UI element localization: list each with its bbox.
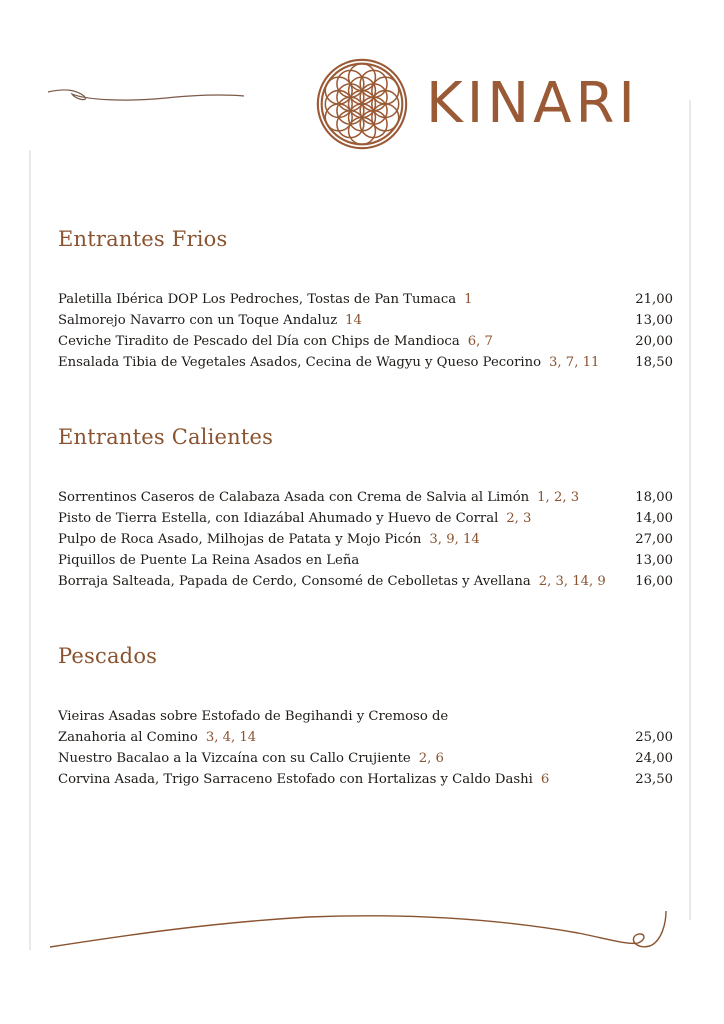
item-name: Borraja Salteada, Papada de Cerdo, Consomé de Cebolletas y Avellana	[58, 574, 531, 589]
menu-item	[58, 310, 673, 331]
section-pescados	[58, 644, 673, 790]
item-name: Pisto de Tierra Estella, con Idiazábal Ahumado y Huevo de Corral	[58, 511, 499, 526]
menu-item	[58, 706, 673, 748]
swash-decoration-top	[46, 82, 246, 112]
item-price: 21,00	[635, 292, 673, 307]
menu-item	[58, 550, 673, 571]
item-name: Corvina Asada, Trigo Sarraceno Estofado con Hortalizas y Caldo Dashi	[58, 772, 533, 787]
item-price: 27,00	[635, 532, 673, 547]
menu-item	[58, 769, 673, 790]
section-title: Pescados	[58, 644, 158, 668]
item-name-line-2: Zanahoria al Comino	[58, 730, 198, 745]
item-price: 25,00	[635, 730, 673, 745]
item-price: 24,00	[635, 751, 673, 766]
item-price: 23,50	[635, 772, 673, 787]
item-price: 14,00	[635, 511, 673, 526]
flower-of-life-icon	[314, 56, 410, 152]
menu-item	[58, 352, 673, 373]
item-price: 16,00	[635, 574, 673, 589]
item-name: Ensalada Tibia de Vegetales Asados, Cecina de Wagyu y Queso Pecorino	[58, 355, 542, 370]
swash-decoration-bottom	[48, 905, 673, 955]
item-allergens: 3, 4, 14	[205, 730, 257, 745]
item-allergens: 14	[345, 313, 362, 328]
menu-item	[58, 487, 673, 508]
item-price: 13,00	[635, 313, 673, 328]
menu-item	[58, 571, 673, 592]
menu-item	[58, 748, 673, 769]
item-price: 18,50	[635, 355, 673, 370]
brand-name: KINARI	[426, 71, 639, 136]
item-allergens: 6, 7	[467, 334, 493, 349]
item-name: Piquillos de Puente La Reina Asados en Leña	[58, 553, 360, 568]
item-allergens: 3, 9, 14	[429, 532, 480, 547]
item-name: Ceviche Tiradito de Pescado del Día con Chips de Mandioca	[58, 334, 460, 349]
item-name-line-1: Vieiras Asadas sobre Estofado de Begihandi y Cremoso de	[58, 709, 449, 724]
item-name: Sorrentinos Caseros de Calabaza Asada con Crema de Salvia al Limón	[58, 490, 530, 505]
item-allergens: 2, 3	[506, 511, 532, 526]
section-entrantes-frios	[58, 227, 673, 373]
section-title: Entrantes Calientes	[58, 425, 274, 449]
item-allergens: 6	[540, 772, 550, 787]
menu-item	[58, 289, 673, 310]
menu-item	[58, 508, 673, 529]
item-price: 13,00	[635, 553, 673, 568]
menu-item	[58, 529, 673, 550]
border-line-left	[28, 150, 32, 950]
menu-item	[58, 331, 673, 352]
border-line-right	[688, 100, 692, 920]
section-entrantes-calientes	[58, 425, 673, 592]
section-title: Entrantes Frios	[58, 227, 228, 251]
item-name: Nuestro Bacalao a la Vizcaína con su Callo Crujiente	[58, 751, 411, 766]
item-allergens: 2, 3, 14, 9	[538, 574, 606, 589]
item-name: Pulpo de Roca Asado, Milhojas de Patata y Mojo Picón	[58, 532, 422, 547]
item-allergens: 1, 2, 3	[537, 490, 580, 505]
item-allergens: 2, 6	[418, 751, 444, 766]
item-allergens: 1	[464, 292, 473, 307]
item-price: 20,00	[635, 334, 673, 349]
item-price: 18,00	[635, 490, 673, 505]
brand-logo	[314, 56, 639, 152]
item-allergens: 3, 7, 11	[549, 355, 600, 370]
item-name: Paletilla Ibérica DOP Los Pedroches, Tostas de Pan Tumaca	[58, 292, 457, 307]
item-name: Salmorejo Navarro con un Toque Andaluz	[58, 313, 338, 328]
